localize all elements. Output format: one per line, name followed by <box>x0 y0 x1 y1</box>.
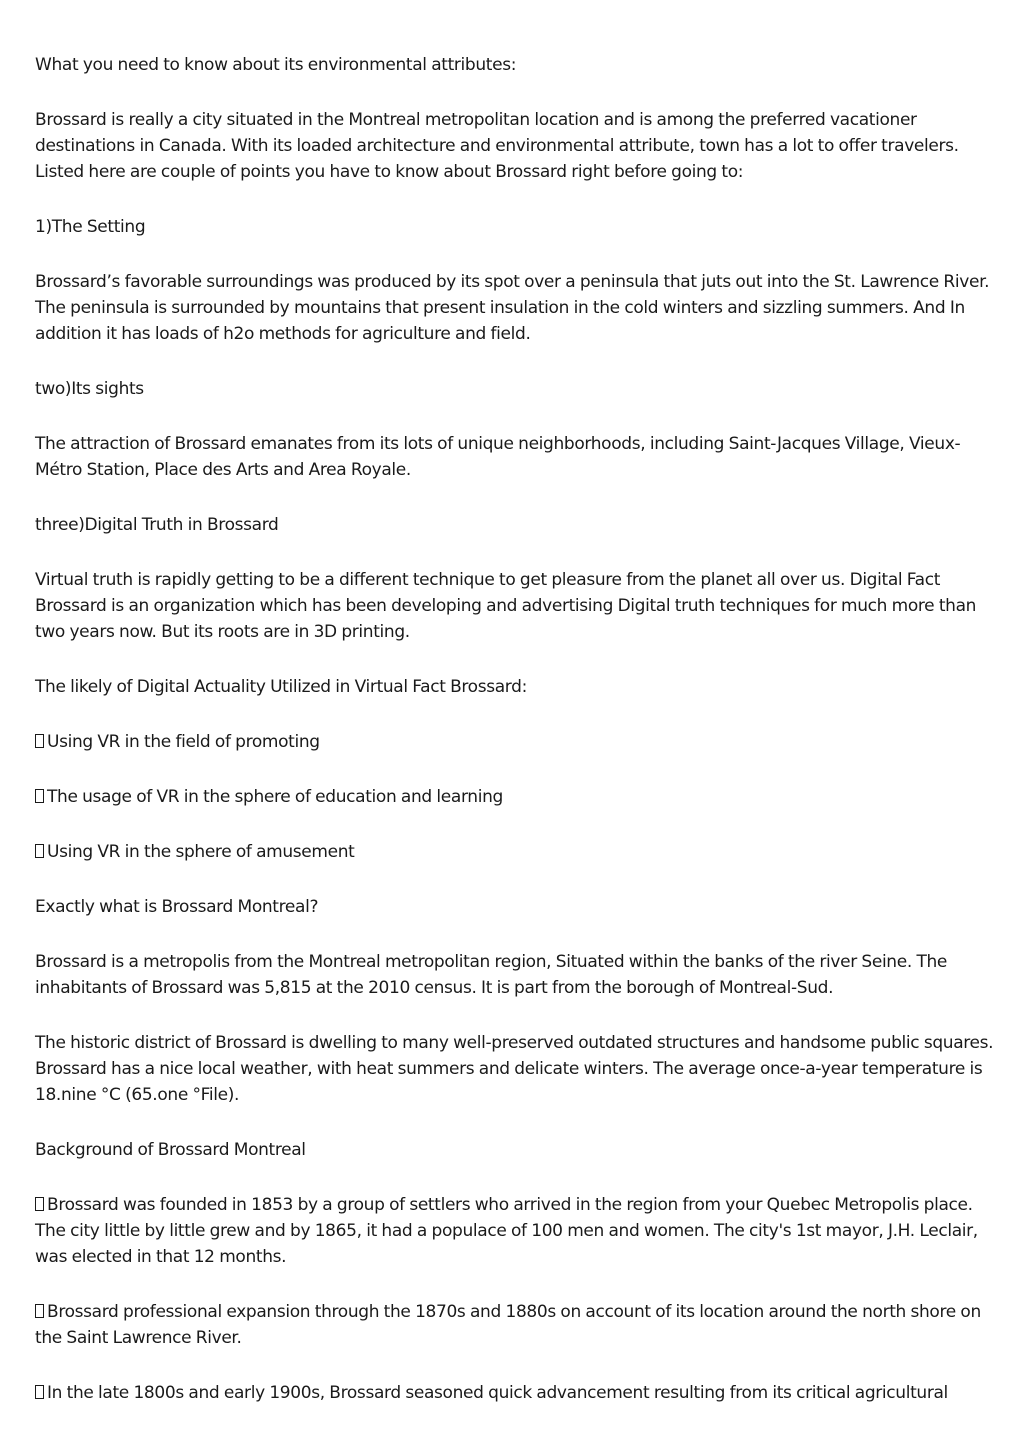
list-item-text: Brossard was founded in 1853 by a group of settlers who arrived in the region from your Quebec Metropolis place. The city little by little grew and by 1865, it had a populace of 100 men and women. The city's 1st mayor, J.H. Leclair, was elected in that 12 months. <box>35 1195 978 1267</box>
intro-paragraph: Brossard is really a city situated in the Montreal metropolitan location and is among the preferred vacationer destinations in Canada. With its loaded architecture and environmental attribute, town has a lot to offer travelers. Listed here are couple of points you have to know about Brossard right before going to: <box>35 110 959 182</box>
list-item-text: Using VR in the sphere of amusement <box>47 842 355 862</box>
list-item-text: The usage of VR in the sphere of education and learning <box>47 787 503 807</box>
list-item-expansion <box>35 1299 995 1351</box>
section-heading-digital-truth: three)Digital Truth in Brossard <box>35 515 279 535</box>
list-item-text: Using VR in the field of promoting <box>47 732 320 752</box>
what-is-brossard-paragraph: Brossard is a metropolis from the Montreal metropolitan region, Situated within the banks of the river Seine. The inhabitants of Brossard was 5,815 at the 2010 census. It is part from the borough of Montreal-Sud. <box>35 952 948 998</box>
sights-paragraph: The attraction of Brossard emanates from its lots of unique neighborhoods, including Saint-Jacques Village, Vieux-Métro Station, Place des Arts and Area Royale. <box>35 434 961 480</box>
list-item-advancement <box>35 1380 995 1406</box>
missing-glyph-bullet-icon <box>35 1197 44 1211</box>
list-item-founding <box>35 1192 995 1270</box>
intro-heading: What you need to know about its environmental attributes: <box>35 55 517 75</box>
setting-paragraph: Brossard’s favorable surroundings was produced by its spot over a peninsula that juts out into the St. Lawrence River. The peninsula is surrounded by mountains that present insulation in the cold winters and sizzling summers. And In addition it has loads of h2o methods for agriculture and field. <box>35 272 990 344</box>
digital-truth-paragraph: Virtual truth is rapidly getting to be a different technique to get pleasure from the planet all over us. Digital Fact Brossard is an organization which has been developing and advertising Digital truth techniques for much more than two years now. But its roots are in 3D printing. <box>35 570 977 642</box>
vr-uses-heading: The likely of Digital Actuality Utilized in Virtual Fact Brossard: <box>35 677 527 697</box>
list-item-vr-education <box>35 784 995 810</box>
list-item-text: Brossard professional expansion through the 1870s and 1880s on account of its location around the north shore on the Saint Lawrence River. <box>35 1302 981 1348</box>
list-item-vr-amusement <box>35 839 995 865</box>
historic-district-paragraph: The historic district of Brossard is dwelling to many well-preserved outdated structures and handsome public squares. Brossard has a nice local weather, with heat summers and delicate winters. The average once-a-year temperature is 18.nine °C (65.one °File). <box>35 1033 994 1105</box>
missing-glyph-bullet-icon <box>35 844 44 858</box>
document-page <box>35 52 995 1435</box>
section-heading-background: Background of Brossard Montreal <box>35 1140 306 1160</box>
section-heading-what-is-brossard: Exactly what is Brossard Montreal? <box>35 897 319 917</box>
section-heading-sights: two)Its sights <box>35 379 144 399</box>
missing-glyph-bullet-icon <box>35 1385 44 1399</box>
missing-glyph-bullet-icon <box>35 1304 44 1318</box>
list-item-text: In the late 1800s and early 1900s, Brossard seasoned quick advancement resulting from its critical agricultural <box>47 1383 948 1403</box>
section-heading-setting: 1)The Setting <box>35 217 146 237</box>
list-item-vr-promoting <box>35 729 995 755</box>
missing-glyph-bullet-icon <box>35 789 44 803</box>
missing-glyph-bullet-icon <box>35 734 44 748</box>
